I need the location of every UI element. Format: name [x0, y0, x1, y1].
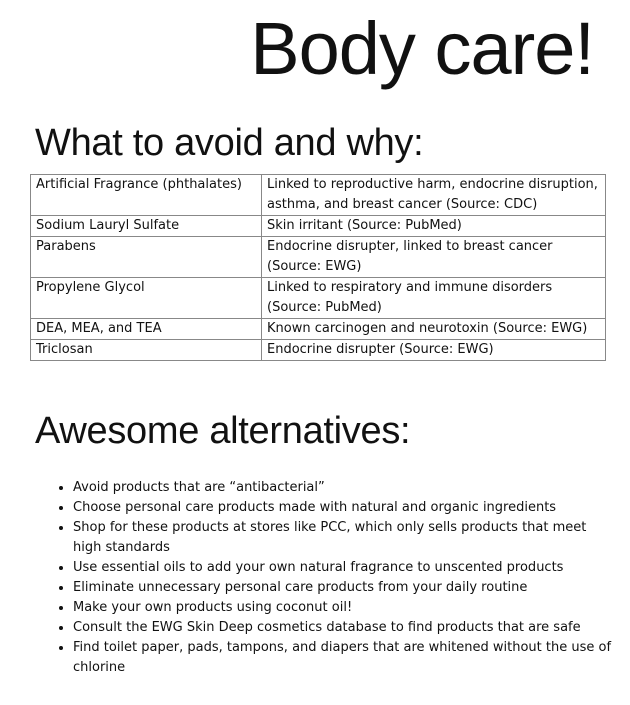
list-item: • Avoid products that are “antibacterial” [73, 478, 618, 498]
ingredient-cell: Sodium Lauryl Sulfate [31, 216, 262, 237]
reason-cell: Endocrine disrupter, linked to breast cancer (Source: EWG) [262, 237, 606, 278]
ingredient-cell: Artificial Fragrance (phthalates) [31, 175, 262, 216]
ingredient-cell: Triclosan [31, 340, 262, 361]
alternatives-heading: Awesome alternatives: [35, 410, 411, 452]
list-item: • Find toilet paper, pads, tampons, and diapers that are whitened without the use of chlorine [73, 638, 618, 678]
table-row [31, 216, 606, 237]
table-row [31, 278, 606, 319]
list-item: • Shop for these products at stores like PCC, which only sells products that meet high standards [73, 518, 618, 558]
table-row [31, 237, 606, 278]
ingredient-cell: Propylene Glycol [31, 278, 262, 319]
list-item: • Use essential oils to add your own natural fragrance to unscented products [73, 558, 618, 578]
reason-cell: Known carcinogen and neurotoxin (Source: EWG) [262, 319, 606, 340]
reason-cell: Linked to respiratory and immune disorders (Source: PubMed) [262, 278, 606, 319]
list-item: • Choose personal care products made with natural and organic ingredients [73, 498, 618, 518]
avoid-heading: What to avoid and why: [35, 122, 424, 164]
reason-cell: Skin irritant (Source: PubMed) [262, 216, 606, 237]
list-item: • Consult the EWG Skin Deep cosmetics database to find products that are safe [73, 618, 618, 638]
ingredient-cell: DEA, MEA, and TEA [31, 319, 262, 340]
reason-cell: Linked to reproductive harm, endocrine disruption, asthma, and breast cancer (Source: CDC) [262, 175, 606, 216]
list-item: • Eliminate unnecessary personal care products from your daily routine [73, 578, 618, 598]
table-row [31, 175, 606, 216]
alternatives-list [52, 478, 618, 678]
list-item: • Make your own products using coconut oil! [73, 598, 618, 618]
page-title: Body care! [250, 7, 594, 90]
avoid-table [30, 174, 606, 361]
ingredient-cell: Parabens [31, 237, 262, 278]
reason-cell: Endocrine disrupter (Source: EWG) [262, 340, 606, 361]
table-row [31, 319, 606, 340]
table-row [31, 340, 606, 361]
